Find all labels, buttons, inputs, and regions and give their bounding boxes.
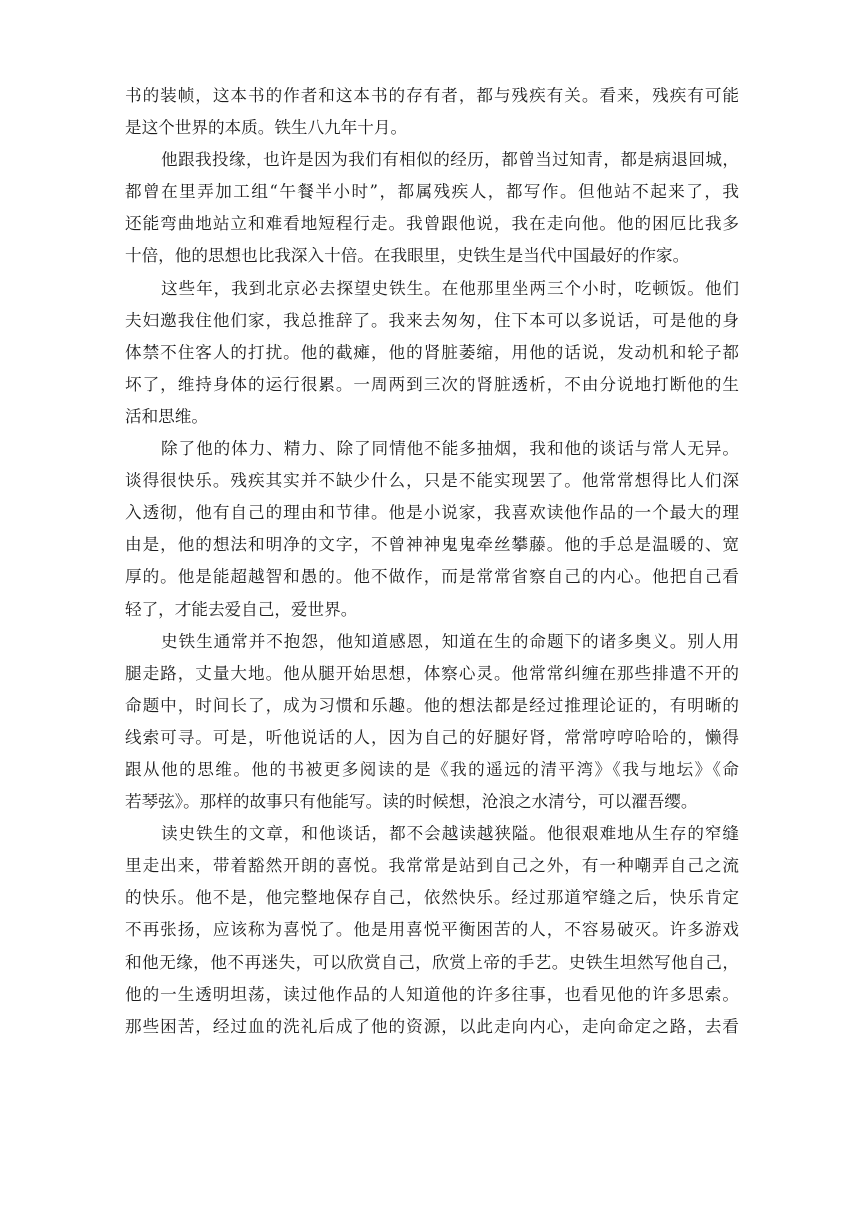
paragraph-first-line: 这些年，我到北京必去探望史铁生。在他那里坐两三个小时，吃顿饭。他们 — [161, 278, 739, 298]
text-line: 活和思维。 — [125, 406, 208, 426]
text-line: 坏了，维持身体的运行很累。一周两到三次的肾脏透析，不由分说地打断他的生 — [125, 374, 739, 394]
text-line: 谈得很快乐。残疾其实并不缺少什么，只是不能实现罢了。他常常想得比人们深 — [125, 471, 739, 491]
text-line: 十倍，他的思想也比我深入十倍。在我眼里，史铁生是当代中国最好的作家。 — [125, 246, 690, 266]
text-line: 他的一生透明坦荡，读过他作品的人知道他的许多往事，也看见他的许多思索。 — [125, 984, 739, 1004]
text-line: 都曾在里弄加工组“午餐半小时”，都属残疾人，都写作。但他站不起来了，我 — [125, 182, 739, 202]
text-line: 还能弯曲地站立和难看地短程行走。我曾跟他说，我在走向他。他的困厄比我多 — [125, 214, 739, 234]
text-line: 入透彻，他有自己的理由和节律。他是小说家，我喜欢读他作品的一个最大的理 — [125, 503, 739, 523]
paragraph-first-line: 史铁生通常并不抱怨，他知道感恩，知道在生的命题下的诸多奥义。别人用 — [161, 631, 739, 651]
text-line: 厚的。他是能超越智和愚的。他不做作，而是常常省察自己的内心。他把自己看 — [125, 567, 739, 587]
text-line: 那些困苦，经过血的洗礼后成了他的资源，以此走向内心，走向命定之路，去看 — [125, 1016, 739, 1036]
text-line: 里走出来，带着豁然开朗的喜悦。我常常是站到自己之外，有一种嘲弄自己之流 — [125, 856, 739, 876]
text-line: 线索可寻。可是，听他说话的人，因为自己的好腿好肾，常常哼哼哈哈的，懒得 — [125, 727, 739, 747]
text-line: 由是，他的想法和明净的文字，不曾神神鬼鬼牵丝攀藤。他的手总是温暖的、宽 — [125, 535, 739, 555]
text-line: 不再张扬，应该称为喜悦了。他是用喜悦平衡困苦的人，不容易破灭。许多游戏 — [125, 920, 739, 940]
text-line: 的快乐。他不是，他完整地保存自己，依然快乐。经过那道窄缝之后，快乐肯定 — [125, 888, 739, 908]
text-line: 夫妇邀我住他们家，我总推辞了。我来去匆匆，住下本可以多说话，可是他的身 — [125, 310, 739, 330]
text-line: 命题中，时间长了，成为习惯和乐趣。他的想法都是经过推理论证的，有明晰的 — [125, 695, 739, 715]
essay-text-block — [125, 80, 739, 1043]
paragraph-first-line: 除了他的体力、精力、除了同情他不能多抽烟，我和他的谈话与常人无异。 — [161, 439, 739, 459]
text-line: 和他无缘，他不再迷失，可以欣赏自己，欣赏上帝的手艺。史铁生坦然写他自己， — [125, 952, 739, 972]
text-line: 轻了，才能去爱自己，爱世界。 — [125, 599, 358, 619]
text-line: 跟从他的思维。他的书被更多阅读的是《我的遥远的清平湾》《我与地坛》《命 — [125, 759, 739, 779]
paragraph-first-line: 他跟我投缘，也许是因为我们有相似的经历，都曾当过知青，都是病退回城， — [161, 150, 739, 170]
paragraph-first-line: 读史铁生的文章，和他谈话，都不会越读越狭隘。他很艰难地从生存的窄缝 — [161, 824, 739, 844]
text-line: 是这个世界的本质。铁生八九年十月。 — [125, 118, 408, 138]
text-line: 书的装帧，这本书的作者和这本书的存有者，都与残疾有关。看来，残疾有可能 — [125, 86, 739, 105]
text-line: 若琴弦》。那样的故事只有他能写。读的时候想，沧浪之水清兮，可以濯吾缨。 — [125, 792, 698, 812]
text-line: 腿走路，丈量大地。他从腿开始思想，体察心灵。他常常纠缠在那些排遣不开的 — [125, 663, 739, 683]
text-line: 体禁不住客人的打扰。他的截瘫，他的肾脏萎缩，用他的话说，发动机和轮子都 — [125, 342, 739, 362]
